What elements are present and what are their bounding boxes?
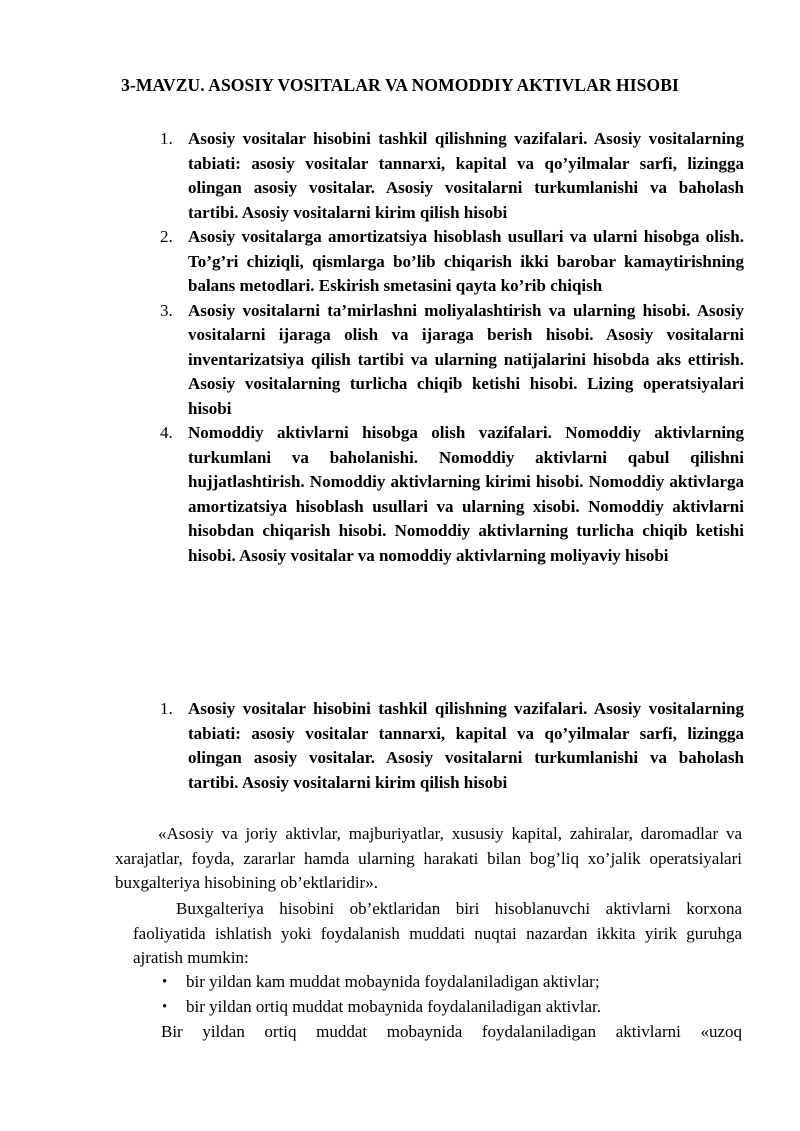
outline-item-text: Nomoddiy aktivlarni hisobga olish vazifalari. Nomoddiy aktivlarning turkumlani va baholanishi. Nomoddiy aktivlarni qabul qilishni hujjatlashtirish. Nomoddiy aktivlarning kirimi hisobi. Nomoddiy aktivlarga amortizatsiya hisoblash usullari va ularning xisobi. Nomoddiy aktivlarni hisobdan chiqarish hisobi. Nomoddiy aktivlarning turlicha chiqib ketishi hisobi. Asosiy vositalar va nomoddiy aktivlarning moliyaviy hisobi	[188, 423, 744, 565]
outline-item-number: 4.	[160, 423, 173, 442]
outline-item-number: 1.	[160, 129, 173, 148]
outline-item	[160, 299, 744, 422]
body-paragraph-definition: «Asosiy va joriy aktivlar, majburiyatlar, xususiy kapital, zahiralar, daromadlar va xarajatlar, foyda, zararlar hamda ularning harakati bilan bog’liq xo’jalik operatsiyalari buxgalteriya hisobining ob’ektlaridir».	[115, 824, 742, 892]
bullet-item	[160, 995, 742, 1020]
outline-item-number: 3.	[160, 300, 173, 320]
page-title: 3-MAVZU. ASOSIY VOSITALAR VA NOMODDIY AKTIVLAR HISOBI	[121, 75, 679, 95]
body-paragraph-long-term: Bir yildan ortiq muddat mobaynida foydalaniladigan aktivlarni «uzoq	[161, 1022, 742, 1041]
bullet-item-text: bir yildan kam muddat mobaynida foydalaniladigan aktivlar;	[186, 972, 600, 991]
bullet-item	[160, 970, 742, 995]
section-heading-text: Asosiy vositalar hisobini tashkil qilishning vazifalari. Asosiy vositalarning tabiati: asosiy vositalar tannarxi, kapital va qo’yilmalar sarfi, lizingga olingan asosiy vositalar. Asosiy vositalarni turkumlanishi va baholash tartibi. Asosiy vositalarni kirim qilish hisobi	[188, 699, 744, 792]
outline-item	[160, 421, 744, 568]
topic-outline-list	[160, 127, 744, 568]
bullet-icon: •	[162, 974, 168, 990]
outline-item-text: Asosiy vositalarni ta’mirlashni moliyalashtirish va ularning hisobi. Asosiy vositalarni ijaraga olish va ijaraga berish hisobi. Asosiy vositalarni inventarizatsiya qilish tartibi va ularning natijalarini hisobda aks ettirish. Asosiy vositalarning turlicha chiqib ketishi hisobi. Lizing operatsiyalari hisobi	[188, 300, 744, 418]
outline-item-text: Asosiy vositalarga amortizatsiya hisoblash usullari va ularni hisobga olish. To’g’ri chiziqli, qismlarga bo’lib chiqarish ikki barobar kamaytirishning balans metodlari. Eskirish smetasini qayta ko’rib chiqish	[188, 227, 744, 295]
outline-item-number: 2.	[160, 227, 173, 246]
bullet-list	[160, 970, 742, 1019]
outline-item	[160, 225, 744, 299]
section-heading-number: 1.	[160, 699, 173, 718]
section-heading-list	[160, 697, 744, 795]
outline-item	[160, 127, 744, 225]
body-paragraph-classification: Buxgalteriya hisobini ob’ektlaridan biri hisoblanuvchi aktivlarni korxona faoliyatida ishlatish yoki foydalanish muddati nuqtai nazardan ikkita yirik guruhga ajratish mumkin:	[133, 899, 742, 967]
bullet-item-text: bir yildan ortiq muddat mobaynida foydalaniladigan aktivlar.	[186, 996, 601, 1016]
bullet-icon: •	[162, 998, 168, 1015]
outline-item-text: Asosiy vositalar hisobini tashkil qilishning vazifalari. Asosiy vositalarning tabiati: asosiy vositalar tannarxi, kapital va qo’yilmalar sarfi, lizingga olingan asosiy vositalar. Asosiy vositalarni turkumlanishi va baholash tartibi. Asosiy vositalarni kirim qilish hisobi	[188, 129, 744, 222]
section-heading	[160, 697, 744, 795]
